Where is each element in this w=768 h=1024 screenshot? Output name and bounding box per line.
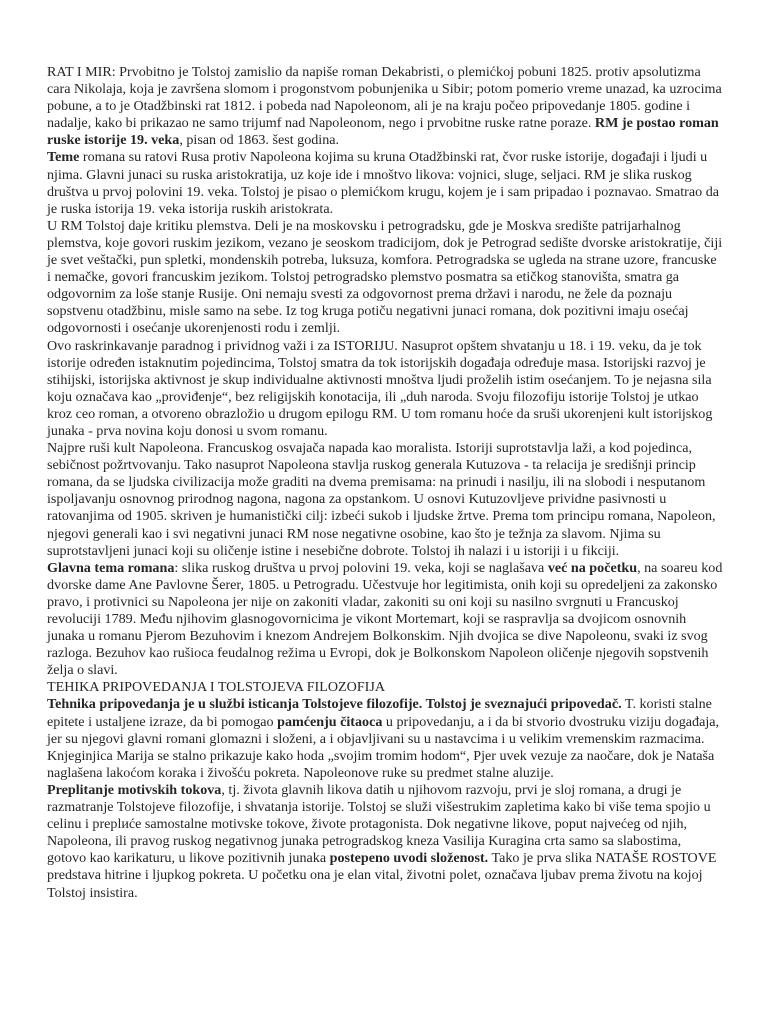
paragraph-text: , tj. života glavnih likova datih u njihovom razvoju, prvi je sloj romana, a drugi je razmatranje Tolstojeve filozofije, i shvatanja istorije. Tolstoj se služi višestrukim zapletima kako bi više tema spojio u celinu i preplиće samostalne motivske tokove, živote protagonista. Dok negativne likove, poput najvećeg od njih, Napoleona, ili pravog ruskog negativnog junaka petrogradskog kneza Vasilija Kuragina crta samo sa slabostima, gotovo kao karikaturu, u likove pozitivnih junaka [47,781,711,867]
bold-phrase: pamćenju čitaoca [277,713,383,730]
paragraph-text: , na soareu kod dvorske dame Ane Pavlovne Šerer, 1805. u Petrogradu. Učestvuje hor legitimista, onih koji su opredeljeni za zakonsko pravo, i protivnici su Napoleona jer nije on zakoniti vladar, zakoniti su oni koji su nasilno svrgnuti u Francuskoj revoluciji 1789. Među njihovim glasnogovornicima je vikont Mortemart, koji se raspravlja sa dvojicom osnovnih junaka u romanu Pjerom Bezuhovim i knezom Andrejem Bolkonskim. Njih dvojica se dive Napoleonu, svaki iz svog razloga. Bezuhov kao rušioca feudalnog režima u Evropi, dok je Bolkonskom Napoleon oličenje njegovih sopstvenih želja o slavi. [47,559,723,679]
paragraph-kritika-plemstva: U RM Tolstoj daje kritiku plemstva. Deli je na moskovsku i petrogradsku, gde je Moskva središte patrijarhalnog plemstva, koje govori ruskim jezikom, vezano je seoskom tradicijom, dok je Petrograd sedište dvorske aristokratije, čiji je svet veštački, pun spletki, mondenskih potreba, luksuza, komfora. Petrogradska se ugleda na strane uzore, francuske i nemačke, govori francuskim jezikom. Tolstoj petrogradsko plemstvo posmatra sa etičkog stanovišta, smatra ga odgovornim za loše stanje Rusije. Oni nemaju svesti za odgovornost prema državi i narodu, ne žele da poznaju sopstvenu otadžbinu, misle samo na sebe. Iz tog kruga potiču negativni junaci romana, dok pozitivni imaju osećaj odgovornosti i osećanje ukorenjenosti rodu i zemlji. [47,217,723,337]
bold-phrase: već na početku [547,559,638,576]
bold-phrase: Tehnika pripovedanja je u službi isticanja Tolstojeve filozofije. Tolstoj je sveznajući pripovedač. [47,696,622,713]
document-page [47,64,723,902]
paragraph-text: romana su ratovi Rusa protiv Napoleona kojima su kruna Otadžbinski rat, čvor ruske istorije, događaji i ljudi u njima. Glavni junaci su ruska aristokratija, uz koje ide i mnoštvo likova: vojnici, sluge, seljaci. RM je slika ruskog društva u prvoj polovini 19. veka. Tolstoj je pisao o plemićkom krugu, kojem je i sam pripadao i poznavao. Smatrao da je ruska istorija 19. veka istorija ruskih aristokrata. [47,149,719,217]
paragraph-tehnika [47,696,723,781]
paragraph-rat-i-mir [47,64,723,149]
bold-phrase: RM je postao roman ruske istorije 19. veka [47,115,719,149]
paragraph-teme [47,149,723,217]
bold-phrase: Teme [47,149,80,166]
paragraph-text: u pripovedanju, a i da bi stvorio dvostruku viziju događaja, jer su njegovi glavni romani glomazni i složeni, a i objavljivani su u nastavcima i u velikim vremenskim razmacima. Knjeginjica Marija se stalno prikazuje kako hoda „svojim tromim hodom“, Pjer uvek vezuje za naočare, dok je Nataša naglašena lakoćom koraka i živošću pokreta. Napoleonove ruke su predmet stalne aluzije. [47,713,720,781]
paragraph-text: : slika ruskog društva u prvoj polovini 19. veka, koji se naglašava [174,559,548,576]
paragraph-glavna-tema [47,560,723,680]
section-heading: TEHIKA PRIPOVEDANJA I TOLSTOJEVA FILOZOFIJA [47,679,386,696]
paragraph-preplitanje [47,782,723,902]
paragraph-text: T. koristi stalne epitete i ustaljene izraze, da bi pomogao [47,696,712,730]
paragraph-text: , pisan od 1863. šest godina. [179,132,340,149]
paragraph-napoleon: Najpre ruši kult Napoleona. Francuskog osvajača napada kao moralista. Istoriji suprotstavlja laži, a kod pojedinca, sebičnost požrtvovanju. Tako nasuprot Napoleona stavlja ruskog generala Kutuzova - ta relacija je središnji princip romana, da se ljudska civilizacija može graditi na dvema premisama: na prinudi i nasilju, ili na slobodi i nesputanom ispoljavanju osnovnog prirodnog nagona, nagona za opstankom. U osnovi Kutuzovljeve prividne pasivnosti u ratovanjima od 1905. skriven je humanistički cilj: izbeći sukob i ljudske žrtve. Prema tom principu romana, Napoleon, njegovi generali kao i svi negativni junaci RM nose negativne osobine, kao što je težnja za slavom. Njima su suprotstavljeni junaci koji su oličenje istine i nesebične dobrote. Tolstoj ih nalazi i u istoriji i u fikciji. [47,440,716,559]
paragraph-istorija: Ovo raskrinkavanje paradnog i prividnog važi i za ISTORIJU. Nasuprot opštem shvatanju u 18. i 19. veku, da je tok istorije određen istaknutim pojedincima, Tolstoj smatra da tok istorijskih događaja određuje masa. Istorijski razvoj je stihijski, istorijska aktivnost je skup individualne aktivnosti mnoštva ljudi proželih istim osećanjem. To je nejasna sila koju označava kao „proviđenje“, bez religijskih konotacija, ili „duh naroda. Svoju filozofiju istorije Tolstoj je utkao kroz ceo roman, a otvoreno obrazložio u drugom epilogu RM. U tom romanu hoće da sruši ukorenjeni kult istorijskog junaka - prva novina koju donosi u svom romanu. [47,337,713,439]
bold-phrase: Preplitanje motivskih tokova [47,781,222,798]
bold-phrase: postepeno uvodi složenost. [329,850,489,867]
paragraph-text: RAT I MIR: Prvobitno je Tolstoj zamislio da napiše roman Dekabristi, o plemićkoj pobuni 1825. protiv apsolutizma cara Nikolaja, koja je završena slomom i progonstvom pobunjenika u Sibir; potom pomerio vreme unazad, ka uzrocima pobune, a to je Otadžbinski rat 1812. i pobeda nad Napoleonom, ali je na kraju počeo pripovedanje 1805. godine i nadalje, kako bi prikazao ne samo trijumf nad Napoleonom, nego i prvobitne ruske ratne poraze. [47,64,722,132]
paragraph-text: Tako je prva slika NATAŠE ROSTOVE predstava hitrine i ljupkog pokreta. U početku ona je elan vital, životni polet, označava ljubav prema životu na kojoj Tolstoj insistira. [47,850,717,901]
bold-phrase: Glavna tema romana [47,559,175,576]
